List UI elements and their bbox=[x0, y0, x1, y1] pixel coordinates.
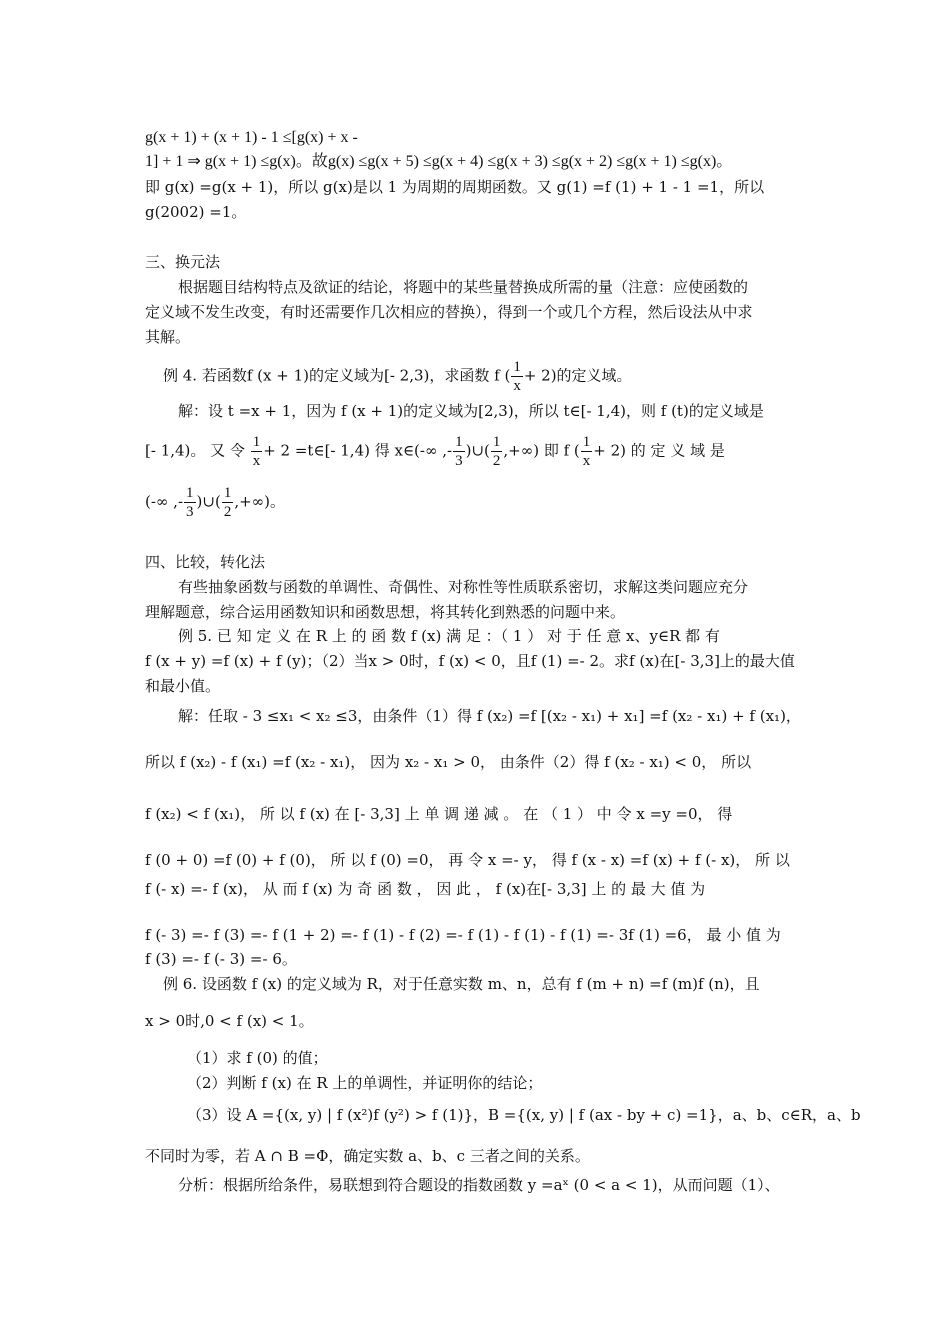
fraction bbox=[184, 484, 196, 521]
numerator: 1 bbox=[223, 485, 232, 501]
solution-line bbox=[145, 484, 810, 521]
numerator: 1 bbox=[513, 359, 521, 375]
paragraph-line: 有些抽象函数与函数的单调性、奇偶性、对称性等性质联系密切，求解这类问题应充分 bbox=[178, 578, 749, 596]
solution-line bbox=[145, 433, 810, 470]
solution-line: f (3) =- f (- 3) =- 6。 bbox=[145, 950, 297, 968]
text-line: g(x + 1) + (x + 1) - 1 ≤[g(x) + x - bbox=[145, 129, 358, 146]
denominator: x bbox=[513, 378, 521, 394]
paragraph-line: 定义域不发生改变，有时还需要作几次相应的替换），得到一个或几个方程，然后设法从中求 bbox=[145, 303, 753, 321]
solution-line: 解：任取 - 3 ≤x₁ < x₂ ≤3，由条件（1）得 f (x₂) =f [(x₂ - x₁) + x₁] =f (x₂ - x₁) + f (x₁)， bbox=[178, 707, 801, 725]
solution-line: 所以 f (x₂) - f (x₁) =f (x₂ - x₁)， 因为 x₂ - x₁ > 0， 由条件（2）得 f (x₂ - x₁) < 0， 所以 bbox=[145, 753, 752, 771]
text-line: g(2002) =1。 bbox=[145, 203, 247, 221]
solution-line: f (- 3) =- f (3) =- f (1 + 2) =- f (1) - f (2) =- f (1) - f (1) - f (1) =- 3f (1) =6， 最 小 值 为 bbox=[145, 926, 781, 944]
text-line: 1] + 1 ⇒ g(x + 1) ≤g(x)。故g(x) ≤g(x + 5) ≤g(x + 4) ≤g(x + 3) ≤g(x + 2) ≤g(x + 1) ≤g(x)。 bbox=[145, 153, 733, 170]
solution-line: f (x₂) < f (x₁)， 所 以 f (x) 在 [- 3,3] 上 单 调 递 减 。 在 （ 1 ） 中 令 x =y =0， 得 bbox=[145, 805, 733, 823]
numerator: 1 bbox=[252, 434, 261, 450]
numerator: 1 bbox=[186, 485, 194, 501]
text-segment: )∪( bbox=[196, 492, 221, 511]
example-4-statement bbox=[163, 358, 810, 395]
fraction bbox=[453, 433, 465, 470]
text-segment: 例 4. 若函数f (x + 1)的定义域为[- 2,3)，求函数 f ( bbox=[163, 366, 511, 385]
text-segment: )∪( bbox=[465, 441, 490, 460]
denominator: 3 bbox=[455, 453, 463, 469]
question-1: （1）求 f (0) 的值； bbox=[187, 1049, 328, 1067]
solution-line: f (- x) =- f (x)， 从 而 f (x) 为 奇 函 数 ， 因 此 ， f (x)在[- 3,3] 上 的 最 大 值 为 bbox=[145, 880, 706, 898]
paragraph-line: 其解。 bbox=[145, 328, 191, 346]
paragraph-line: 理解题意，综合运用函数知识和函数思想，将其转化到熟悉的问题中来。 bbox=[145, 603, 626, 621]
question-2: （2）判断 f (x) 在 R 上的单调性，并证明你的结论； bbox=[187, 1074, 543, 1092]
text-segment: [- 1,4)。 又 令 bbox=[145, 441, 245, 460]
example-6-line: x > 0时,0 < f (x) < 1。 bbox=[145, 1012, 314, 1030]
fraction bbox=[491, 433, 503, 470]
solution-line: f (0 + 0) =f (0) + f (0)， 所 以 f (0) =0， 再 令 x =- y， 得 f (x - x) =f (x) + f (- x)， 所 以 bbox=[145, 851, 790, 869]
text-segment: + 2 =t∈[- 1,4) 得 x∈(-∞ ,- bbox=[263, 441, 453, 460]
fraction bbox=[222, 484, 234, 521]
denominator: 3 bbox=[186, 504, 194, 520]
section-heading: 三、换元法 bbox=[145, 253, 221, 271]
fraction bbox=[251, 433, 263, 470]
text-line: 即 g(x) =g(x + 1)，所以 g(x)是以 1 为周期的周期函数。又 g(1) =f (1) + 1 - 1 =1，所以 bbox=[145, 178, 765, 196]
text-segment: (-∞ ,- bbox=[145, 492, 184, 511]
example-5-line: f (x + y) =f (x) + f (y)；（2）当x > 0时，f (x) < 0，且f (1) =- 2。求f (x)在[- 3,3]上的最大值 bbox=[145, 652, 795, 670]
text-segment: ,+∞)。 bbox=[234, 492, 285, 511]
fraction bbox=[511, 358, 523, 395]
denominator: 2 bbox=[223, 504, 232, 520]
analysis-line: 分析：根据所给条件，易联想到符合题设的指数函数 y =aˣ (0 < a < 1)，从而问题（1）、 bbox=[178, 1176, 780, 1194]
example-5-line: 例 5. 已 知 定 义 在 R 上 的 函 数 f (x) 满 足 ：（ 1 ） 对 于 任 意 x、y∈R 都 有 bbox=[178, 627, 720, 645]
text-segment: + 2)的定义域。 bbox=[523, 366, 632, 385]
numerator: 1 bbox=[492, 434, 501, 450]
text-segment: ,+∞) 即 f ( bbox=[503, 441, 580, 460]
question-3: （3）设 A ={(x, y) | f (x²)f (y²) > f (1)}，B ={(x, y) | f (ax - by + c) =1}，a、b、c∈R，a、b bbox=[187, 1106, 861, 1124]
solution-line: 解：设 t =x + 1，因为 f (x + 1)的定义域为[2,3)，所以 t∈[- 1,4)，则 f (t)的定义域是 bbox=[178, 402, 764, 420]
numerator: 1 bbox=[455, 434, 463, 450]
denominator: x bbox=[252, 453, 261, 469]
text-segment: + 2) 的 定 义 域 是 bbox=[593, 441, 725, 460]
fraction bbox=[581, 433, 593, 470]
section-heading: 四、比较，转化法 bbox=[145, 553, 266, 571]
paragraph-line: 根据题目结构特点及欲证的结论，将题中的某些量替换成所需的量（注意：应使函数的 bbox=[178, 278, 749, 296]
example-5-line: 和最小值。 bbox=[145, 677, 221, 695]
numerator: 1 bbox=[582, 434, 591, 450]
example-6-line: 例 6. 设函数 f (x) 的定义域为 R，对于任意实数 m、n，总有 f (m + n) =f (m)f (n)，且 bbox=[163, 975, 760, 993]
denominator: 2 bbox=[492, 453, 501, 469]
denominator: x bbox=[582, 453, 591, 469]
question-3-cont: 不同时为零，若 A ∩ B =Φ，确定实数 a、b、c 三者之间的关系。 bbox=[145, 1147, 590, 1165]
